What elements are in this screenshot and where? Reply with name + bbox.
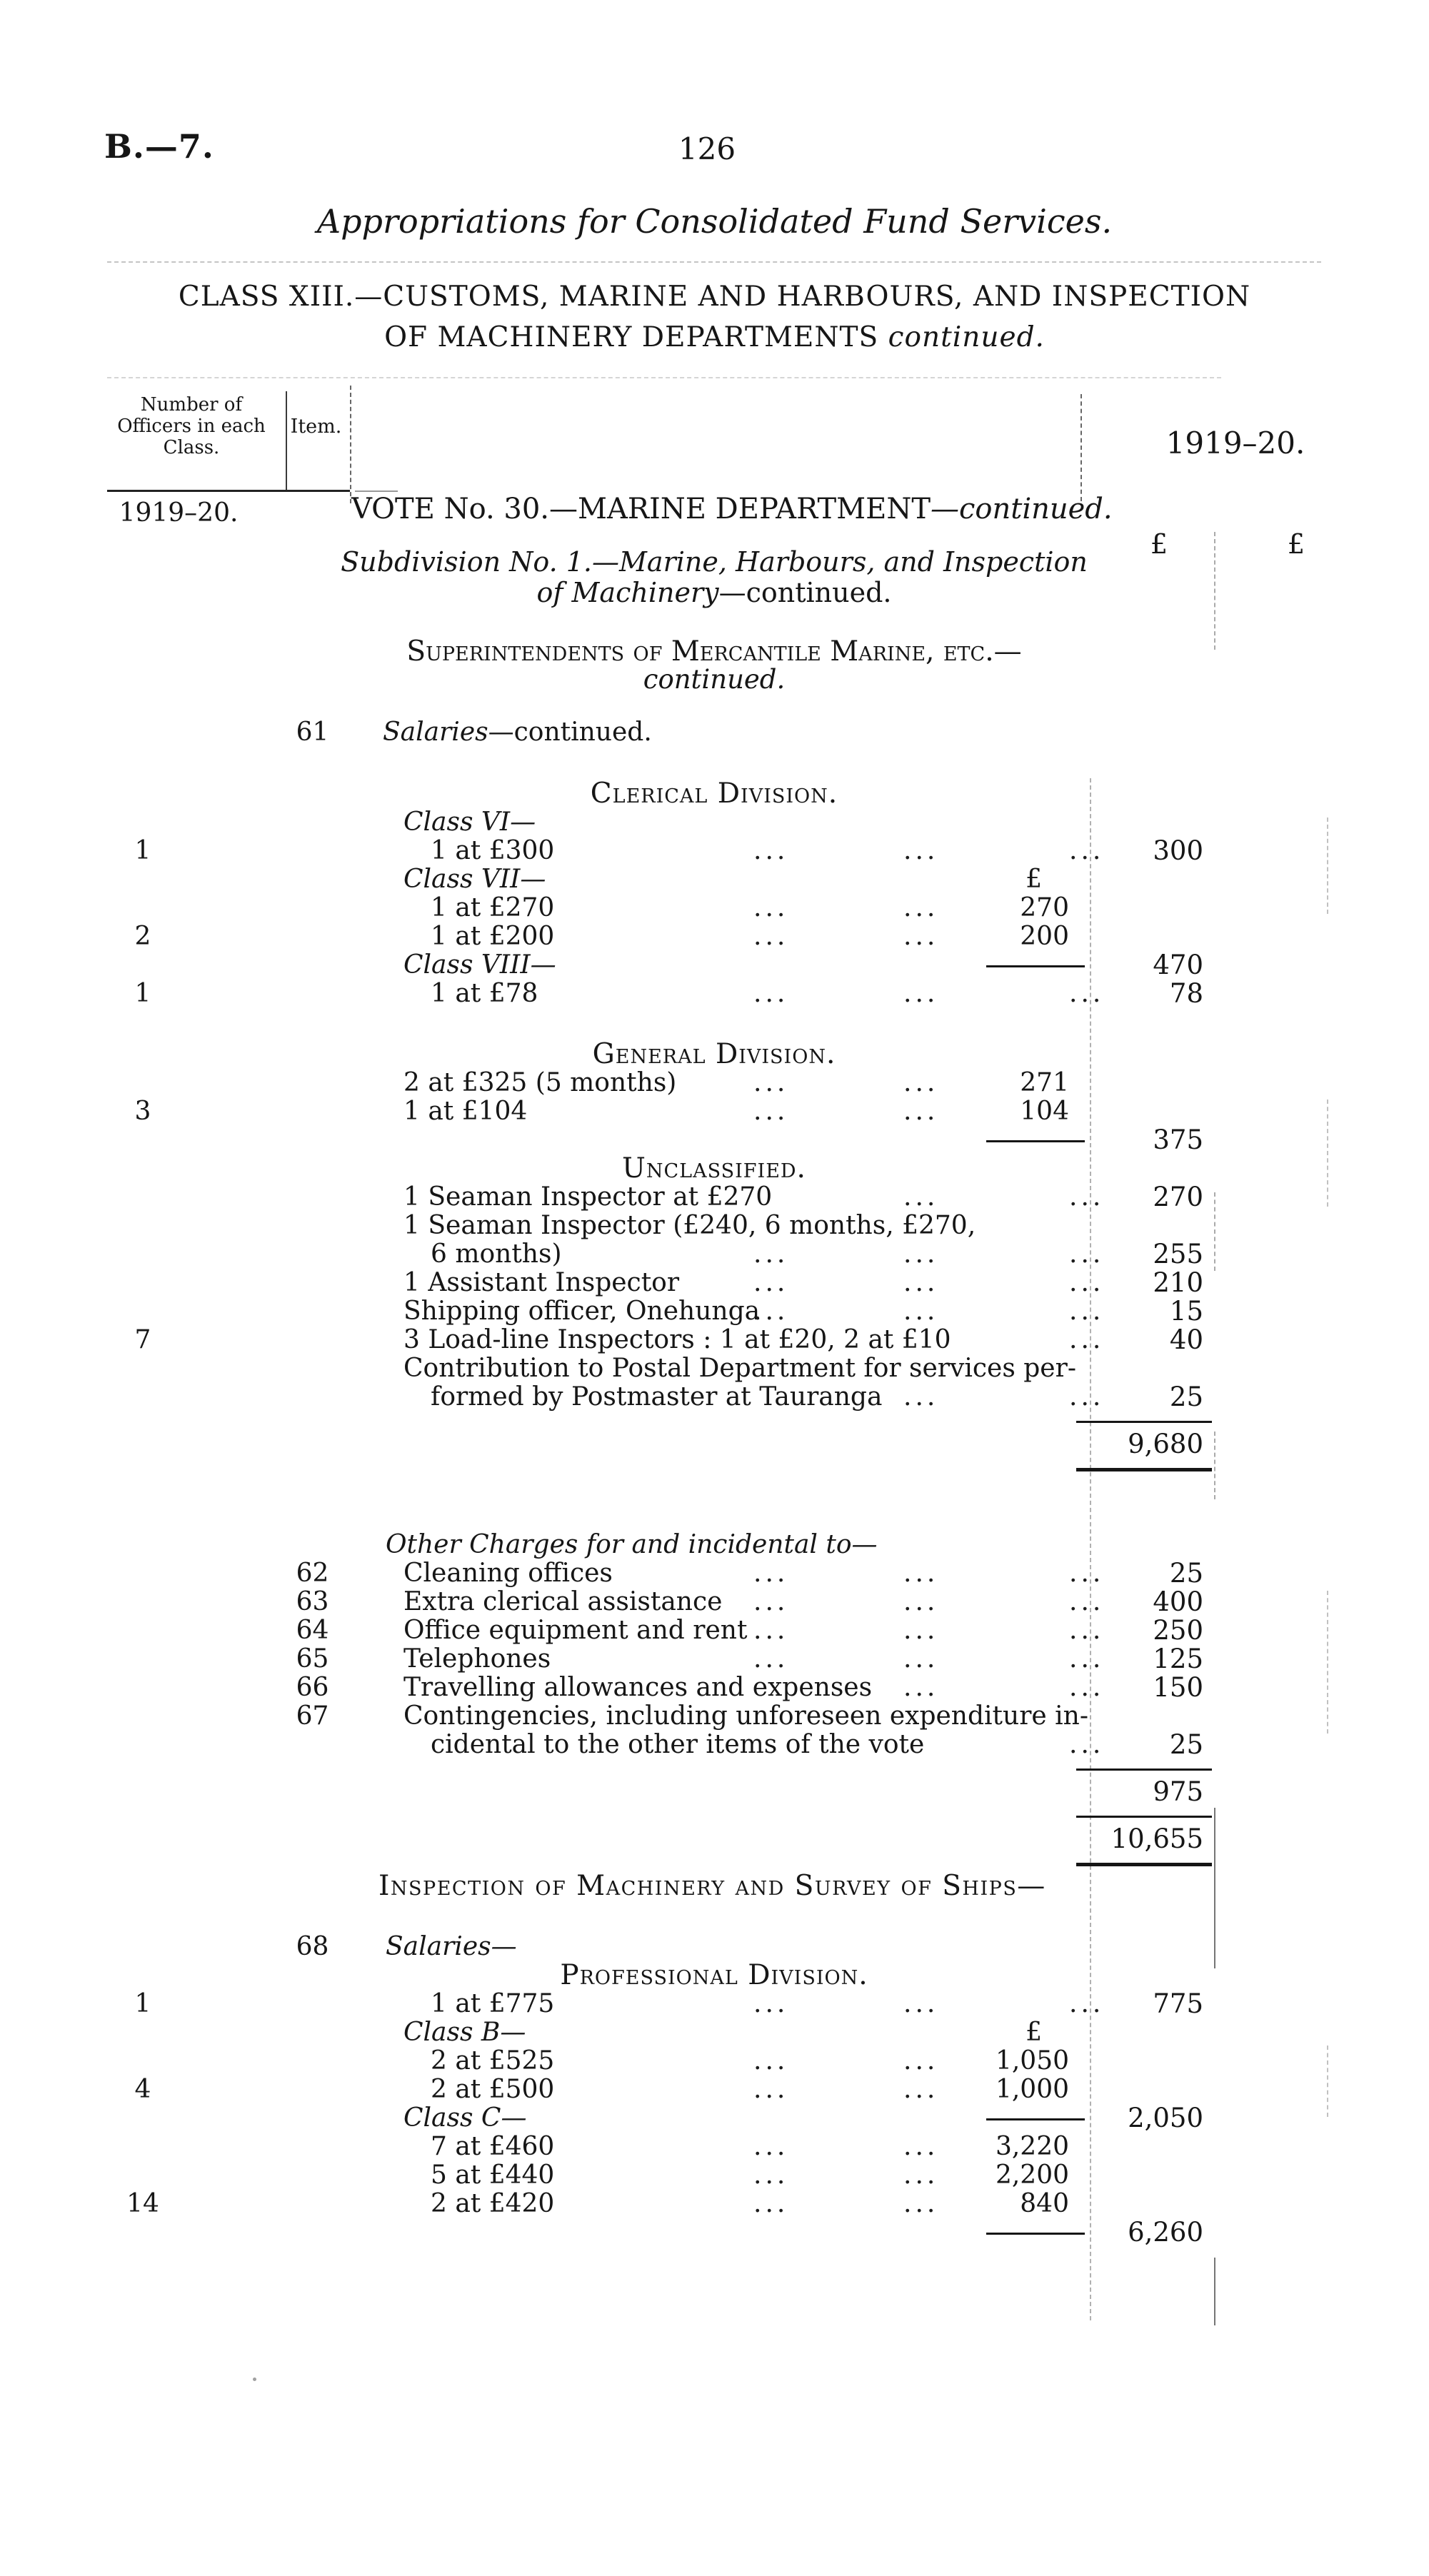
column-divider xyxy=(1214,2258,1215,2325)
division-heading: Professional Division. xyxy=(560,1959,868,1991)
leader-dots: ... xyxy=(753,1559,789,1588)
leader-dots: ... xyxy=(753,1268,789,1297)
table-row xyxy=(0,1154,1429,1183)
table-row xyxy=(0,1778,1429,1806)
description-text: 1 at £775 xyxy=(431,1989,555,2018)
sum-rule-cell xyxy=(964,2218,1075,2247)
description-text: Class VII— xyxy=(403,865,546,894)
sum-rule xyxy=(986,2233,1085,2235)
description-text: 5 at £440 xyxy=(431,2160,555,2190)
appropriations-table xyxy=(0,780,1429,2247)
table-row xyxy=(0,1430,1429,1459)
description xyxy=(354,1616,964,1645)
leader-dots: ... xyxy=(1069,836,1105,865)
leader-dots: ... xyxy=(903,1989,939,2018)
leader-dots: ... xyxy=(903,1097,939,1126)
table-row xyxy=(0,1459,1429,1477)
sum-rule xyxy=(986,2118,1085,2120)
description xyxy=(354,1588,964,1616)
officers-count: 7 xyxy=(134,1325,151,1354)
description-text: Class B— xyxy=(403,2018,526,2047)
leader-dots: ... xyxy=(903,2189,939,2218)
leader-dots: ... xyxy=(753,836,789,865)
item-number: 65 xyxy=(296,1644,329,1674)
table-row xyxy=(0,1212,1429,1240)
description-text: 1 at £200 xyxy=(431,922,555,951)
leader-dots: ... xyxy=(903,1297,939,1326)
table-row xyxy=(0,1069,1429,1097)
leader-dots: ... xyxy=(903,1239,939,1269)
currency-symbol-1: £ xyxy=(1150,528,1168,560)
table-row xyxy=(0,808,1429,837)
description xyxy=(354,865,964,894)
leader-dots: ... xyxy=(1069,1673,1105,1702)
vote-title-text: VOTE No. 30.—MARINE DEPARTMENT xyxy=(351,493,931,525)
description xyxy=(354,2104,964,2133)
leader-dots: ... xyxy=(903,1616,939,1645)
leader-dots: ... xyxy=(903,1382,939,1412)
table-row xyxy=(0,1240,1429,1269)
description xyxy=(354,1731,964,1759)
table-row xyxy=(0,1531,1429,1559)
amount: 10,655 xyxy=(1110,1823,1203,1854)
amount: 150 xyxy=(1153,1672,1203,1703)
amount: 975 xyxy=(1153,1776,1203,1807)
subtotal-amount: 840 xyxy=(1020,2189,1069,2218)
description xyxy=(354,2133,964,2161)
table-row xyxy=(0,1806,1429,1825)
officers-count: 1 xyxy=(134,1989,151,2018)
leader-dots xyxy=(964,1325,1105,1354)
table-row xyxy=(0,1990,1429,2018)
table-row xyxy=(0,2133,1429,2161)
subdivision-line2 xyxy=(271,577,1157,608)
division-heading: Unclassified. xyxy=(622,1152,806,1184)
description-text: 3 Load-line Inspectors : 1 at £20, 2 at £10 xyxy=(403,1325,951,1354)
amount: 470 xyxy=(1153,950,1203,980)
table-row xyxy=(0,1961,1429,1990)
section-heading-continued: continued. xyxy=(643,664,786,695)
description-text: 2 at £500 xyxy=(431,2075,555,2104)
vote-title-continued: —continued. xyxy=(931,493,1113,525)
description-text: 1 Seaman Inspector (£240, 6 months, £270, xyxy=(403,1211,976,1240)
subtotal-amount: 200 xyxy=(1020,922,1069,951)
table-row xyxy=(0,1933,1429,1961)
section-heading: Superintendents of Mercantile Marine, etc.— xyxy=(406,635,1022,668)
currency-symbol: £ xyxy=(1026,2018,1042,2047)
leader-dots xyxy=(964,979,1105,1008)
description-text: 1 Assistant Inspector xyxy=(403,1268,680,1297)
leader-dots: ... xyxy=(1069,1325,1105,1354)
year-left-label: 1919–20. xyxy=(119,498,239,528)
amount: 25 xyxy=(1169,1558,1203,1589)
description xyxy=(354,1183,964,1212)
description-text: Class VIII— xyxy=(403,950,556,980)
salaries-continued: —continued. xyxy=(488,718,652,747)
sum-rule-cell xyxy=(964,2104,1075,2133)
table-row xyxy=(0,1040,1429,1069)
description xyxy=(354,1354,1076,1383)
table-row xyxy=(0,1825,1429,1853)
leader-dots xyxy=(964,1989,1105,2018)
table-row xyxy=(0,2018,1429,2047)
sum-rule-cell xyxy=(1109,1459,1209,1477)
amount: 9,680 xyxy=(1128,1429,1203,1459)
salaries-word: Salaries xyxy=(383,718,488,747)
leader-dots: ... xyxy=(1069,1182,1105,1212)
description xyxy=(354,1383,964,1412)
sum-rule-cell xyxy=(1109,1806,1209,1825)
sum-rule xyxy=(1076,1769,1212,1771)
amount: 2,050 xyxy=(1128,2103,1203,2133)
subtotal-amount: 271 xyxy=(1020,1068,1069,1097)
sum-rule xyxy=(1076,1468,1212,1471)
year-column-header: 1919–20. xyxy=(1165,426,1305,461)
table-row xyxy=(0,1872,1429,1901)
leader-dots: ... xyxy=(753,2160,789,2190)
amount: 270 xyxy=(1153,1182,1203,1212)
description xyxy=(354,1269,964,1297)
table-row xyxy=(0,1702,1429,1731)
amount: 210 xyxy=(1153,1267,1203,1298)
amount: 300 xyxy=(1153,835,1203,866)
description xyxy=(354,2161,964,2190)
subtotal-amount: 104 xyxy=(1020,1097,1069,1126)
leader-dots: ... xyxy=(753,979,789,1008)
description-text: Contingencies, including unforeseen expenditure in- xyxy=(403,1701,1089,1731)
description xyxy=(354,1559,964,1588)
leader-dots xyxy=(964,836,1105,865)
table-row xyxy=(0,2190,1429,2218)
table-row xyxy=(0,1269,1429,1297)
column-divider xyxy=(1080,394,1082,501)
description xyxy=(354,2076,964,2104)
description-text: cidental to the other items of the vote xyxy=(431,1730,925,1759)
table-row xyxy=(0,1297,1429,1326)
table-row xyxy=(0,2218,1429,2247)
table-row xyxy=(0,922,1429,951)
description-text: 6 months) xyxy=(431,1239,562,1269)
table-row xyxy=(0,1183,1429,1212)
table-row xyxy=(0,2161,1429,2190)
description-text: 2 at £525 xyxy=(431,2046,555,2076)
division-heading: Clerical Division. xyxy=(590,778,838,810)
currency-symbol: £ xyxy=(1026,865,1042,894)
item-number: 68 xyxy=(296,1932,329,1961)
leader-dots: ... xyxy=(903,2132,939,2161)
leader-dots: ... xyxy=(753,1239,789,1269)
description-text: Class VI— xyxy=(403,807,536,837)
leader-dots: ... xyxy=(1069,1644,1105,1674)
leader-dots: ... xyxy=(753,1097,789,1126)
page-number: 126 xyxy=(678,131,736,166)
doc-ref: B.—7. xyxy=(104,127,214,166)
table-row xyxy=(0,894,1429,922)
sum-rule-cell xyxy=(964,951,1075,980)
leader-dots: ... xyxy=(1069,1297,1105,1326)
description xyxy=(354,1240,964,1269)
leader-dots: ... xyxy=(753,1297,789,1326)
leader-dots: ... xyxy=(1069,1559,1105,1588)
leader-dots: ... xyxy=(1069,1616,1105,1645)
description xyxy=(354,922,964,951)
leader-dots: ... xyxy=(753,2132,789,2161)
description-text: Contribution to Postal Department for services per- xyxy=(403,1354,1076,1383)
item-number: 66 xyxy=(296,1673,329,1702)
leader-dots xyxy=(964,1182,1105,1212)
leader-dots xyxy=(964,1382,1105,1412)
sum-rule-cell xyxy=(1109,1412,1209,1430)
sum-rule xyxy=(1076,1421,1212,1423)
officers-column-header: Number of Officers in each Class. xyxy=(117,394,266,458)
description xyxy=(354,1097,964,1126)
sum-rule xyxy=(986,965,1085,967)
section-heading: Inspection of Machinery and Survey of Ships— xyxy=(378,1870,1046,1902)
leader-dots: ... xyxy=(903,979,939,1008)
table-row xyxy=(0,1645,1429,1674)
description xyxy=(354,1531,964,1559)
description-text: 1 at £104 xyxy=(403,1097,528,1126)
table-row xyxy=(0,1588,1429,1616)
header-underline xyxy=(355,490,398,492)
item-column-header: Item. xyxy=(290,416,342,438)
table-row xyxy=(0,1616,1429,1645)
description xyxy=(354,2047,964,2076)
item-number: 62 xyxy=(296,1559,329,1588)
leader-dots: ... xyxy=(903,2075,939,2104)
description-text: 2 at £325 (5 months) xyxy=(403,1068,677,1097)
description xyxy=(354,1069,964,1097)
description-text: Salaries— xyxy=(386,1932,517,1961)
table-row xyxy=(0,1759,1429,1778)
table-row xyxy=(0,1559,1429,1588)
description xyxy=(354,808,964,837)
subdivision-line2-italic: of Machinery xyxy=(536,577,719,608)
table-row xyxy=(0,2104,1429,2133)
item-number: 61 xyxy=(296,718,329,747)
currency-symbol-2: £ xyxy=(1287,528,1305,560)
officers-count: 14 xyxy=(126,2189,159,2218)
amount: 250 xyxy=(1153,1615,1203,1646)
leader-dots: ... xyxy=(753,2075,789,2104)
table-row xyxy=(0,1326,1429,1354)
leader-dots: ... xyxy=(753,1068,789,1097)
class-heading-line1: CLASS XIII.—CUSTOMS, MARINE AND HARBOURS, AND INSPECTION xyxy=(178,281,1251,313)
amount: 375 xyxy=(1153,1125,1203,1155)
description-text: formed by Postmaster at Tauranga xyxy=(431,1382,883,1412)
leader-dots xyxy=(964,1587,1105,1616)
leader-dots: ... xyxy=(753,2189,789,2218)
officers-count: 2 xyxy=(134,922,151,951)
description xyxy=(354,1211,976,1240)
column-divider xyxy=(286,391,287,491)
description-text: Office equipment and rent xyxy=(403,1616,748,1645)
leader-dots xyxy=(964,1673,1105,1702)
scan-speck xyxy=(253,2378,256,2381)
leader-dots: ... xyxy=(903,893,939,922)
description xyxy=(354,837,964,865)
leader-dots: ... xyxy=(753,1616,789,1645)
leader-dots xyxy=(964,1559,1105,1588)
table-row xyxy=(0,837,1429,865)
subtotal-amount: 270 xyxy=(1020,893,1069,922)
subdivision-line1: Subdivision No. 1.—Marine, Harbours, and Inspection xyxy=(341,546,1088,578)
description xyxy=(354,1990,964,2018)
amount: 78 xyxy=(1169,978,1203,1009)
amount: 25 xyxy=(1169,1382,1203,1412)
running-title: Appropriations for Consolidated Fund Services. xyxy=(316,202,1113,241)
leader-dots: ... xyxy=(1069,1239,1105,1269)
table-row xyxy=(0,1383,1429,1412)
sum-rule xyxy=(1076,1863,1212,1866)
amount: 775 xyxy=(1153,1988,1203,2019)
sum-rule-cell xyxy=(1109,1853,1209,1872)
description-text: 1 Seaman Inspector at £270 xyxy=(403,1182,773,1212)
salaries-heading xyxy=(383,718,652,747)
leader-dots: ... xyxy=(903,1068,939,1097)
sum-rule-cell xyxy=(1109,1759,1209,1778)
sum-rule xyxy=(986,1140,1085,1142)
subtotal-amount: 3,220 xyxy=(995,2132,1069,2161)
amount: 40 xyxy=(1169,1324,1203,1355)
leader-dots: ... xyxy=(1069,1730,1105,1759)
item-number: 64 xyxy=(296,1616,329,1645)
table-row xyxy=(0,1354,1429,1383)
subtotal-amount: 2,200 xyxy=(995,2160,1069,2190)
leader-dots: ... xyxy=(903,1587,939,1616)
division-heading: General Division. xyxy=(592,1038,836,1070)
description xyxy=(354,2190,964,2218)
description-text: Other Charges for and incidental to— xyxy=(386,1530,878,1559)
leader-dots: ... xyxy=(1069,1268,1105,1297)
description-text: 1 at £270 xyxy=(431,893,555,922)
header-underline xyxy=(107,490,350,492)
table-row xyxy=(0,2076,1429,2104)
leader-dots xyxy=(964,1644,1105,1674)
officers-count: 3 xyxy=(134,1097,151,1126)
leader-dots: ... xyxy=(753,1989,789,2018)
column-divider xyxy=(1214,532,1215,650)
table-row xyxy=(0,1126,1429,1154)
leader-dots: ... xyxy=(903,1673,939,1702)
description xyxy=(354,1701,1089,1731)
sum-rule-cell xyxy=(964,1126,1075,1154)
leader-dots: ... xyxy=(753,893,789,922)
description-text: Shipping officer, Onehunga xyxy=(403,1297,761,1326)
description xyxy=(354,1933,964,1961)
leader-dots: ... xyxy=(753,1644,789,1674)
leader-dots: ... xyxy=(1069,979,1105,1008)
description-text: Travelling allowances and expenses xyxy=(403,1673,873,1702)
leader-dots xyxy=(964,1616,1105,1645)
item-number: 67 xyxy=(296,1701,329,1731)
amount: 125 xyxy=(1153,1644,1203,1674)
leader-dots: ... xyxy=(753,1587,789,1616)
table-row xyxy=(0,951,1429,980)
item-number: 63 xyxy=(296,1587,329,1616)
leader-dots: ... xyxy=(1069,1587,1105,1616)
description xyxy=(354,1326,964,1354)
subtotal-amount: 1,050 xyxy=(995,2046,1069,2076)
table-row xyxy=(0,1731,1429,1759)
description-text: Cleaning offices xyxy=(403,1559,613,1588)
leader-dots: ... xyxy=(903,2160,939,2190)
leader-dots xyxy=(964,1239,1105,1269)
subtotal-amount: 1,000 xyxy=(995,2075,1069,2104)
amount: 255 xyxy=(1153,1239,1203,1269)
amount: 15 xyxy=(1169,1296,1203,1327)
leader-dots: ... xyxy=(903,922,939,951)
subdivision-line2-rest: —continued. xyxy=(718,577,892,608)
officers-count: 4 xyxy=(134,2075,151,2104)
sum-rule xyxy=(1076,1816,1212,1818)
table-row xyxy=(0,980,1429,1008)
officers-count: 1 xyxy=(134,979,151,1008)
class-heading-line2-text: OF MACHINERY DEPARTMENTS xyxy=(384,321,888,353)
description xyxy=(354,1674,964,1702)
table-row xyxy=(0,2047,1429,2076)
leader-dots: ... xyxy=(903,1182,939,1212)
amount: 400 xyxy=(1153,1586,1203,1617)
table-row xyxy=(0,1412,1429,1430)
description-text: 1 at £300 xyxy=(431,836,555,865)
table-row xyxy=(0,1674,1429,1702)
description xyxy=(354,1297,964,1326)
amount: 6,260 xyxy=(1128,2217,1203,2248)
table-row xyxy=(0,1097,1429,1126)
description-text: 2 at £420 xyxy=(431,2189,555,2218)
leader-dots: ... xyxy=(1069,1989,1105,2018)
description xyxy=(354,2018,964,2047)
class-heading-continued: continued. xyxy=(888,321,1045,353)
amount: 25 xyxy=(1169,1729,1203,1760)
description-text: Class C— xyxy=(403,2103,527,2133)
description xyxy=(354,1645,964,1674)
leader-dots xyxy=(964,1730,1105,1759)
leader-dots: ... xyxy=(753,2046,789,2076)
leader-dots: ... xyxy=(903,2046,939,2076)
leader-dots: ... xyxy=(903,1268,939,1297)
description-text: 1 at £78 xyxy=(431,979,538,1008)
description-text: Telephones xyxy=(403,1644,551,1674)
leader-dots: ... xyxy=(903,1644,939,1674)
leader-dots xyxy=(964,1297,1105,1326)
table-row xyxy=(0,780,1429,808)
description xyxy=(354,980,964,1008)
scan-rule-artifact xyxy=(107,261,1321,263)
leader-dots: ... xyxy=(753,922,789,951)
leader-dots: ... xyxy=(1069,1382,1105,1412)
leader-dots xyxy=(964,1268,1105,1297)
description xyxy=(354,894,964,922)
description-text: 7 at £460 xyxy=(431,2132,555,2161)
officers-count: 1 xyxy=(134,836,151,865)
scan-rule-artifact xyxy=(107,377,1221,378)
table-row xyxy=(0,865,1429,894)
description-text: Extra clerical assistance xyxy=(403,1587,723,1616)
column-divider xyxy=(350,386,351,503)
leader-dots: ... xyxy=(903,1559,939,1588)
description xyxy=(354,951,964,980)
leader-dots: ... xyxy=(903,836,939,865)
class-heading-line2 xyxy=(0,321,1429,353)
vote-title xyxy=(351,493,1113,525)
